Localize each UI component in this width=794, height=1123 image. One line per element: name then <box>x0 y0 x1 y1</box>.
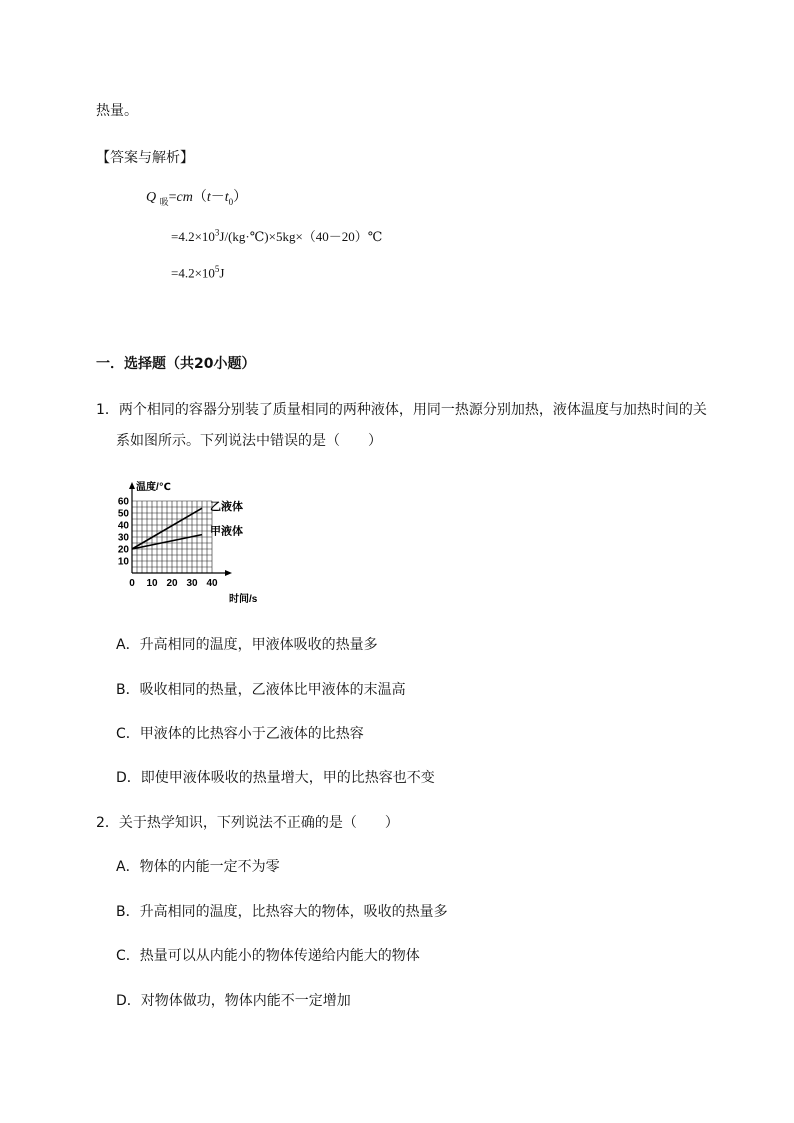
series-label-1: 乙液体 <box>210 501 243 514</box>
x-tick-label: 0 <box>129 578 135 589</box>
eq2-dot: · <box>245 229 250 244</box>
y-tick-label: 50 <box>117 508 129 520</box>
chart-y-ticks <box>118 497 130 568</box>
chart-grid <box>132 501 212 573</box>
x-tick-label: 20 <box>166 578 178 589</box>
x-tick-label: 40 <box>206 578 218 589</box>
x-axis-arrow-icon <box>225 570 232 576</box>
eq2-a: =4.2×10 <box>171 229 215 244</box>
eq1-close: ） <box>233 190 248 205</box>
q2-option-b[interactable]: B．升高相同的温度，比热容大的物体，吸收的热量多 <box>116 904 448 920</box>
eq2-c: ℃)×5kg×（40－20）℃ <box>249 229 383 244</box>
eq1-open: （ <box>192 190 207 205</box>
intro-tail: 热量。 <box>96 103 138 119</box>
eq1-lhs: Q <box>146 190 157 205</box>
y-tick-label: 40 <box>117 520 129 532</box>
y-axis-arrow-icon <box>129 482 135 489</box>
chart-x-ticks <box>129 578 218 589</box>
x-tick-label: 10 <box>146 578 158 589</box>
q1-option-c[interactable]: C．甲液体的比热容小于乙液体的比热容 <box>116 726 364 742</box>
y-tick-label: 30 <box>117 532 129 544</box>
y-tick-label: 60 <box>117 496 129 508</box>
eq1-eq: = <box>168 190 177 205</box>
q2-option-d[interactable]: D．对物体做功，物体内能不一定增加 <box>116 993 351 1009</box>
eq1-t0-sub: 0 <box>228 196 234 207</box>
q1-stem-line1: 1．两个相同的容器分别装了质量相同的两种液体，用同一热源分别加热，液体温度与加热时间的关 <box>96 402 707 418</box>
section-title: 一．选择题（共20小题） <box>96 356 256 372</box>
eq3-a: =4.2×10 <box>171 265 215 281</box>
equation-line-1 <box>146 186 247 208</box>
eq1-sub: 吸 <box>159 197 169 208</box>
q2-option-a[interactable]: A．物体的内能一定不为零 <box>116 859 280 875</box>
chart-ylabel: 温度/℃ <box>136 482 171 493</box>
x-tick-label: 30 <box>186 578 198 589</box>
y-tick-label: 20 <box>117 544 129 556</box>
equation-line-2 <box>171 226 382 245</box>
eq1-t: t <box>206 190 211 205</box>
eq2-sup: 3 <box>214 227 220 238</box>
equation-line-3 <box>171 264 224 281</box>
series-label-2: 甲液体 <box>210 525 243 538</box>
y-tick-label: 10 <box>117 556 129 568</box>
eq3-sup: 5 <box>214 264 220 274</box>
answer-heading: 【答案与解析】 <box>96 150 194 166</box>
q2-stem: 2．关于热学知识，下列说法不正确的是（ ） <box>96 815 399 831</box>
eq2-b: J/(kg <box>219 229 246 244</box>
chart-series <box>132 499 243 549</box>
q1-option-b[interactable]: B．吸收相同的热量，乙液体比甲液体的末温高 <box>116 682 406 698</box>
q1-stem-line2: 系如图所示。下列说法中错误的是（ ） <box>116 433 382 449</box>
eq1-minus: － <box>210 190 225 205</box>
eq1-t0: t <box>224 190 229 205</box>
chart-xlabel: 时间/s <box>229 594 258 604</box>
temperature-time-chart <box>112 476 262 604</box>
q2-option-c[interactable]: C．热量可以从内能小的物体传递给内能大的物体 <box>116 948 420 964</box>
eq3-b: J <box>219 265 225 281</box>
q1-option-d[interactable]: D．即使甲液体吸收的热量增大，甲的比热容也不变 <box>116 770 435 786</box>
q1-option-a[interactable]: A．升高相同的温度，甲液体吸收的热量多 <box>116 637 378 653</box>
eq1-cm: cm <box>176 190 193 205</box>
